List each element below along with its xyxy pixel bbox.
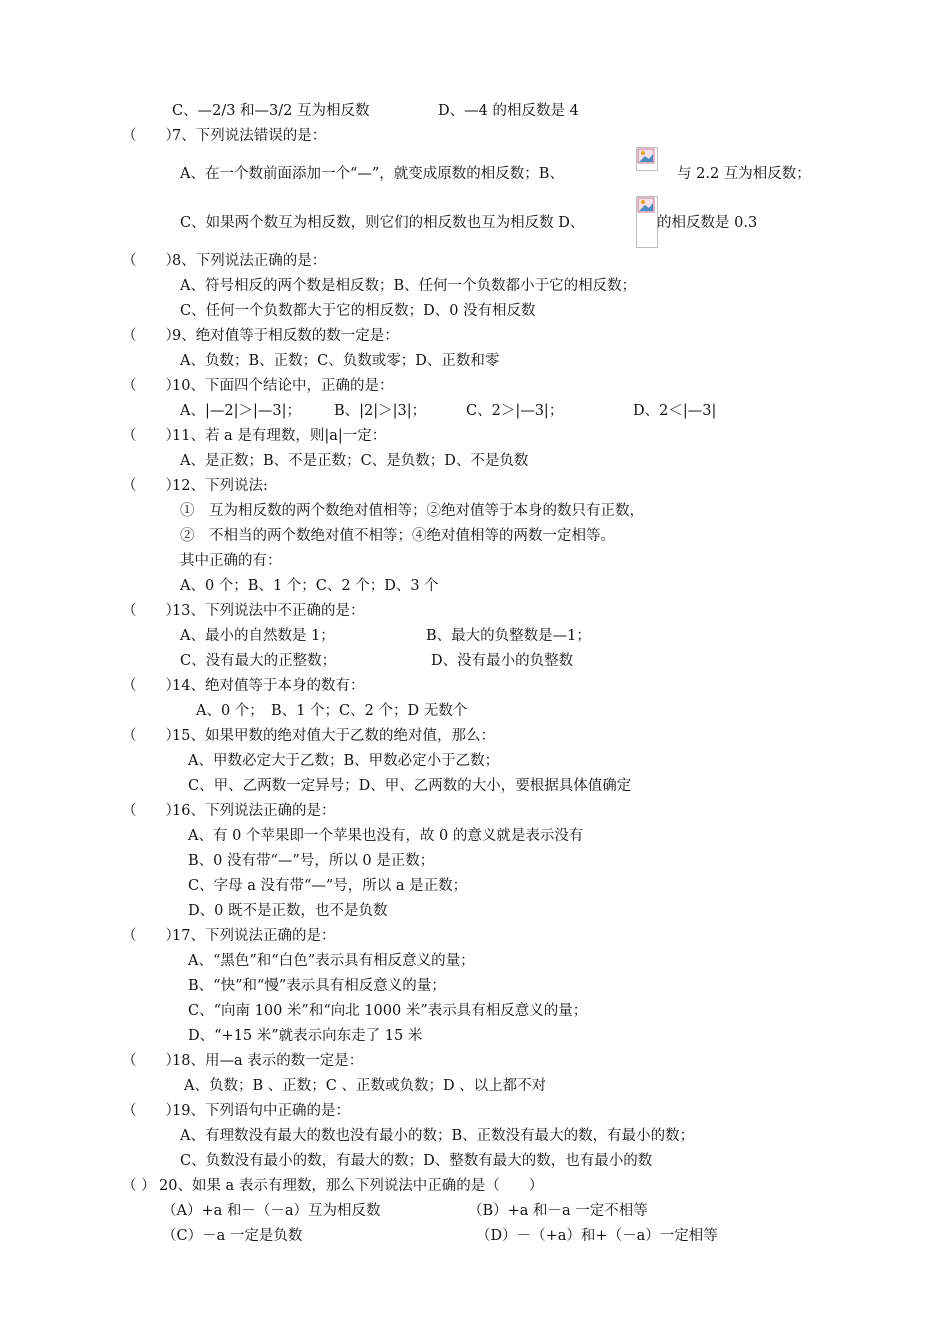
question-7-stem: 7、下列说法错误的是：: [172, 128, 327, 144]
answer-bracket-q10[interactable]: （ ）: [122, 378, 180, 394]
answer-bracket-q18[interactable]: （ ）: [122, 1053, 180, 1069]
answer-bracket-q20[interactable]: （ ）: [122, 1178, 156, 1194]
question-12-stem: 12、下列说法:: [172, 478, 268, 494]
question-20-option-c: （C）－a 一定是负数: [162, 1228, 303, 1244]
answer-bracket-q17[interactable]: （ ）: [122, 928, 180, 944]
question-16-option-d: D、0 既不是正数，也不是负数: [188, 903, 388, 919]
answer-bracket-q11[interactable]: （ ）: [122, 428, 180, 444]
question-19-options-1: A、有理数没有最大的数也没有最小的数；B、正数没有最大的数，有最小的数；: [180, 1128, 695, 1144]
question-13-stem: 13、下列说法中不正确的是：: [172, 603, 365, 619]
question-17-stem: 17、下列说法正确的是：: [172, 928, 336, 944]
answer-bracket-q8[interactable]: （ ）: [122, 253, 180, 269]
question-13-option-d: D、没有最小的负整数: [431, 653, 574, 669]
answer-bracket-q13[interactable]: （ ）: [122, 603, 180, 619]
question-8-stem: 8、下列说法正确的是：: [172, 253, 327, 269]
question-17-option-d: D、“+15 米”就表示向东走了 15 米: [188, 1028, 423, 1044]
question-10-option-a: A、|—2|＞|—3|；: [180, 403, 301, 419]
answer-bracket-q16[interactable]: （ ）: [122, 803, 180, 819]
question-13-option-a: A、最小的自然数是 1；: [180, 628, 335, 644]
question-13-option-b: B、最大的负整数是—1；: [426, 628, 591, 644]
question-12-prompt: 其中正确的有：: [180, 553, 282, 569]
question-20-option-b: （B）+a 和－a 一定不相等: [468, 1203, 648, 1219]
question-8-options-1: A、符号相反的两个数是相反数；B、任何一个负数都小于它的相反数；: [180, 278, 637, 294]
question-12-statement-2: ② 不相当的两个数绝对值不相等；④绝对值相等的两数一定相等。: [180, 528, 615, 544]
answer-bracket-q15[interactable]: （ ）: [122, 728, 180, 744]
question-16-option-a: A、有 0 个苹果即一个苹果也没有，故 0 的意义就是表示没有: [188, 828, 584, 844]
option-d-prev: D、—4 的相反数是 4: [438, 103, 579, 119]
question-10-stem: 10、下面四个结论中，正确的是：: [172, 378, 394, 394]
question-11-options: A、是正数；B、不是正数；C、是负数；D、不是负数: [180, 453, 529, 469]
question-9-stem: 9、绝对值等于相反数的数一定是：: [172, 328, 399, 344]
answer-bracket-q14[interactable]: （ ）: [122, 678, 180, 694]
question-7-option-ab-part2: 与 2.2 互为相反数；: [677, 166, 811, 182]
question-17-option-b: B、“快”和“慢”表示具有相反意义的量；: [188, 978, 446, 994]
question-20-option-a: （A）+a 和－（－a）互为相反数: [162, 1203, 381, 1219]
question-10-option-c: C、2＞|—3|；: [466, 403, 564, 419]
question-11-stem: 11、若 a 是有理数，则|a|一定：: [172, 428, 387, 444]
question-19-options-2: C、负数没有最小的数，有最大的数；D、整数有最大的数，也有最小的数: [180, 1153, 653, 1169]
question-8-options-2: C、任何一个负数都大于它的相反数；D、0 没有相反数: [180, 303, 536, 319]
question-17-option-a: A、“黑色”和“白色”表示具有相反意义的量；: [188, 953, 475, 969]
question-7-option-ab-part1: A、在一个数前面添加一个“—”，就变成原数的相反数；B、: [180, 166, 564, 182]
question-18-options: A、负数；B 、正数；C 、正数或负数；D 、以上都不对: [184, 1078, 547, 1094]
broken-image-icon: [636, 196, 658, 248]
question-7-option-cd-part1: C、如果两个数互为相反数，则它们的相反数也互为相反数 D、: [180, 215, 585, 231]
question-13-option-c: C、没有最大的正整数；: [180, 653, 337, 669]
question-14-stem: 14、绝对值等于本身的数有：: [172, 678, 365, 694]
answer-bracket-q7[interactable]: （ ）: [122, 128, 180, 144]
question-16-option-c: C、字母 a 没有带“—”号，所以 a 是正数；: [188, 878, 468, 894]
answer-bracket-q9[interactable]: （ ）: [122, 328, 180, 344]
question-20-stem: 20、如果 a 表示有理数，那么下列说法中正确的是（ ）: [159, 1178, 544, 1194]
question-14-options: A、0 个； B、1 个；C、2 个；D 无数个: [196, 703, 468, 719]
question-17-option-c: C、“向南 100 米”和“向北 1000 米”表示具有相反意义的量；: [188, 1003, 588, 1019]
question-12-statement-1: ① 互为相反数的两个数绝对值相等；②绝对值等于本身的数只有正数，: [180, 503, 644, 519]
question-10-option-d: D、2＜|—3|: [633, 403, 717, 419]
question-15-options-2: C、甲、乙两数一定异号；D、甲、乙两数的大小，要根据具体值确定: [188, 778, 632, 794]
question-15-options-1: A、甲数必定大于乙数；B、甲数必定小于乙数；: [188, 753, 500, 769]
question-9-options: A、负数；B、正数；C、负数或零；D、正数和零: [180, 353, 500, 369]
answer-bracket-q12[interactable]: （ ）: [122, 478, 180, 494]
question-10-option-b: B、|2|＞|3|；: [334, 403, 427, 419]
question-19-stem: 19、下列语句中正确的是：: [172, 1103, 350, 1119]
question-16-option-b: B、0 没有带“—”号，所以 0 是正数；: [188, 853, 435, 869]
question-15-stem: 15、如果甲数的绝对值大于乙数的绝对值，那么：: [172, 728, 495, 744]
answer-bracket-q19[interactable]: （ ）: [122, 1103, 180, 1119]
option-c-prev: C、—2/3 和—3/2 互为相反数: [172, 103, 370, 119]
question-18-stem: 18、用—a 表示的数一定是：: [172, 1053, 364, 1069]
question-7-option-cd-part2: 的相反数是 0.3: [657, 215, 758, 231]
question-20-option-d: （D）－（+a）和+（－a）一定相等: [476, 1228, 718, 1244]
broken-image-icon: [636, 147, 658, 171]
question-12-options: A、0 个；B、1 个；C、2 个；D、3 个: [180, 578, 439, 594]
question-16-stem: 16、下列说法正确的是：: [172, 803, 336, 819]
